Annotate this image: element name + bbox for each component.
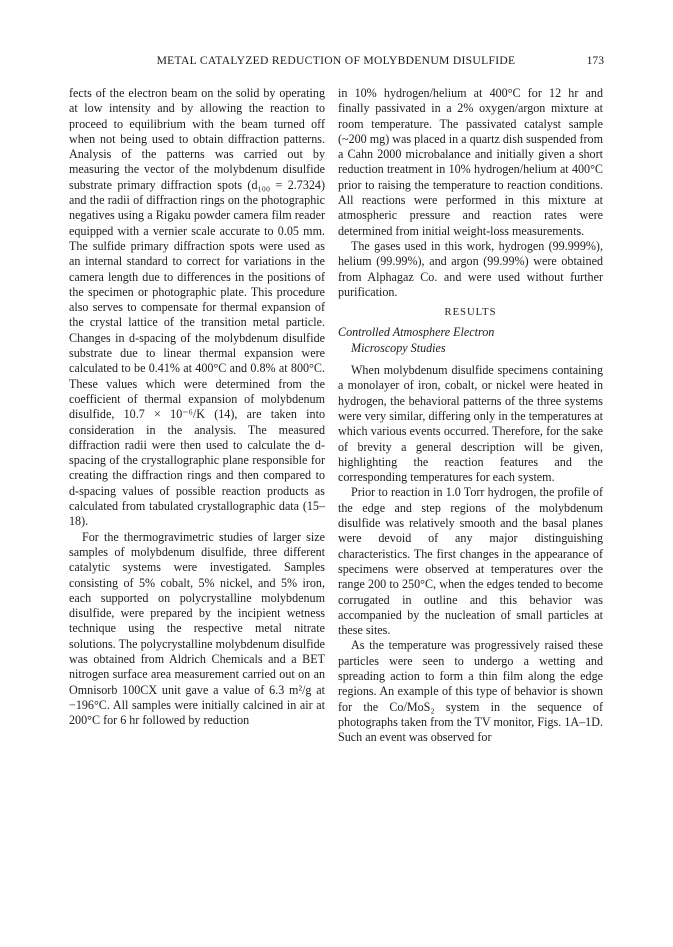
paragraph: Prior to reaction in 1.0 Torr hydrogen, the profile of the edge and step regions of the molybdenum disulfide was relatively smooth and the basal planes were devoid of any major distinguishing characteristics. The first changes in the appearance of specimens were observed at temperatures over the range 200 to 250°C, when the edges tended to become corrugated in outline and this behavior was accompanied by the nucleation of small particles at these sites.: [338, 485, 603, 638]
right-column: [338, 86, 603, 745]
page-number: 173: [586, 54, 604, 67]
subsection-heading-line: Microscopy Studies: [351, 340, 446, 355]
paragraph: As the temperature was progressively raised these particles were seen to undergo a wetting and spreading action to form a thin film along the edge regions. An example of this type of behavior is shown for the Co/MoS₂ system in the sequence of photographs taken from the TV monitor, Figs. 1A–1D. Such an event was observed for: [338, 638, 603, 745]
paragraph: The gases used in this work, hydrogen (99.999%), helium (99.99%), and argon (99.99%) were obtained from Alphagaz Co. and were used without further purification.: [338, 238, 603, 299]
subsection-heading-line: Controlled Atmosphere Electron: [338, 325, 495, 340]
section-heading: RESULTS: [444, 307, 497, 319]
paragraph: fects of the electron beam on the solid by operating at low intensity and by allowing the reaction to proceed to equilibrium with the beam turned off when not being used to obtain diffraction patterns. Analysis of the patterns was carried out by measuring the vector of the molybdenum disulfide substrate primary diffraction spots (d₁₀₀ = 2.7324) and the radii of diffraction rings on the photographic negatives using a Rigaku powder camera film reader equipped with a vernier scale accurate to 0.05 mm. The sulfide primary diffraction spots were used as an internal standard to correct for variations in the camera length due to differences in the positions of the specimen or photographic plate. This procedure also serves to compensate for thermal expansion of the crystal lattice of the transition metal particle. Changes in d-spacing of the molybdenum disulfide substrate due to linear thermal expansion were calculated to be 0.41% at 400°C and 0.8% at 800°C. These values which were determined from the coefficient of thermal expansion of molybdenum disulfide, 10.7 × 10⁻⁶/K (14), are taken into consideration in the analysis. The measured diffraction radii were then used to calculate the d-spacing of the crystallographic plane responsible for creating the diffraction rings and then compared to d-spacing values of possible reaction products as calculated from tabulated crystallographic data (15–18).: [69, 86, 325, 529]
paragraph: When molybdenum disulfide specimens containing a monolayer of iron, cobalt, or nickel were heated in hydrogen, the behavioral patterns of the three systems were very similar, differing only in the temperatures at which various events occurred. Therefore, for the sake of brevity a general description will be given, highlighting the reaction features and the corresponding temperatures for each system.: [338, 363, 603, 485]
left-column: [69, 86, 325, 728]
running-title: METAL CATALYZED REDUCTION OF MOLYBDENUM DISULFIDE: [156, 54, 516, 67]
subsection-heading: [338, 325, 603, 356]
paragraph: For the thermogravimetric studies of larger size samples of molybdenum disulfide, three different catalytic systems were investigated. Samples consisting of 5% cobalt, 5% nickel, and 5% iron, each supported on polycrystalline molybdenum disulfide, were prepared by the incipient wetness technique using the respective metal nitrate solutions. The polycrystalline molybdenum disulfide was obtained from Aldrich Chemicals and a BET nitrogen surface area measurement carried out on an Omnisorb 100CX unit gave a value of 6.3 m²/g at −196°C. All samples were initially calcined in air at 200°C for 6 hr followed by reduction: [69, 529, 325, 728]
paragraph: in 10% hydrogen/helium at 400°C for 12 hr and finally passivated in a 2% oxygen/argon mixture at room temperature. The passivated catalyst sample (~200 mg) was placed in a quartz dish suspended from a Cahn 2000 microbalance and initially given a short reduction treatment in 10% hydrogen/helium at 400°C prior to raising the temperature to reaction conditions. All reactions were performed in this mixture at atmospheric pressure and reaction rates were determined from initial weight-loss measurements.: [338, 86, 603, 238]
